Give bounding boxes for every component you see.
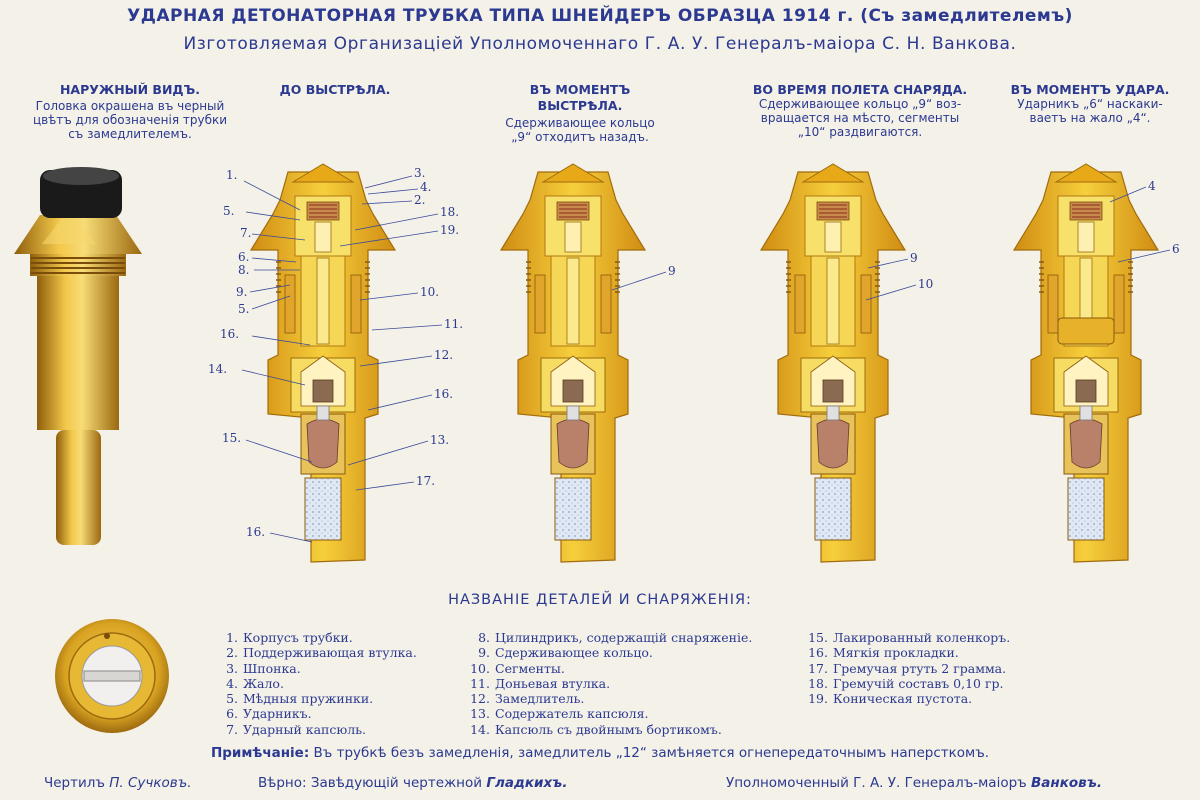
list-item: 7. Ударный капсюль. bbox=[226, 721, 366, 737]
list-item: 1. Корпусъ трубки. bbox=[226, 630, 353, 645]
callout-label: 7. bbox=[240, 226, 252, 240]
list-item: 13. Содержатель капсюля. bbox=[470, 706, 649, 722]
page-title: УДАРНАЯ ДЕТОНАТОРНАЯ ТРУБКА ТИПА ШНЕЙДЕРЪ ОБРАЗЦА 1914 г. (Съ замедлителемъ) bbox=[127, 6, 1073, 26]
exterior-fuze bbox=[14, 167, 142, 545]
callout-label: 9 bbox=[910, 251, 918, 265]
callout-label: 9 bbox=[668, 264, 676, 278]
callout-label: 2. bbox=[414, 193, 426, 207]
callout-label: 13. bbox=[430, 433, 450, 447]
callout-label: 15. bbox=[222, 431, 242, 445]
view-caption-exterior: Головка окрашена въ черный цвѣтъ для обозначенiя трубки съ замедлителемъ. bbox=[32, 99, 228, 141]
list-item: 3. Шпонка. bbox=[226, 660, 301, 676]
cross-section-before-shot bbox=[251, 164, 395, 562]
callout-label: 8. bbox=[238, 263, 250, 277]
callout-label: 18. bbox=[440, 205, 460, 219]
callout-label: 11. bbox=[444, 317, 464, 331]
list-item: 8. Цилиндрикъ, содержащiй снаряженiе. bbox=[478, 630, 753, 645]
callout-label: 12. bbox=[434, 348, 454, 362]
view-heading-impact: ВЪ МОМЕНТЪ УДАРА. bbox=[1010, 82, 1170, 97]
parts-list-column-1 bbox=[218, 630, 417, 737]
list-item: 15. Лакированный коленкоръ. bbox=[808, 630, 1011, 645]
list-item: 14. Капсюль съ двойнымъ бортикомъ. bbox=[470, 721, 722, 737]
callout-label: 10 bbox=[918, 277, 934, 291]
footer-authorized: Уполномоченный Г. А. У. Генералъ-маiоръ Ванковъ. bbox=[726, 775, 1102, 791]
parts-list-column-2 bbox=[470, 630, 752, 737]
callout-label: 3. bbox=[414, 166, 426, 180]
callout-label: 10. bbox=[420, 285, 440, 299]
footnote-text: Въ трубкѣ безъ замедленiя, замедлитель „12“ замѣняется огнепередаточнымъ наперсткомъ. bbox=[313, 745, 990, 761]
view-caption-flight: Сдерживающее кольцо „9“ воз- вращается на мѣсто, сегменты „10“ раздвигаются. bbox=[758, 97, 962, 139]
list-item: 9. Сдерживающее кольцо. bbox=[478, 645, 653, 661]
list-item: 6. Ударникъ. bbox=[226, 706, 312, 722]
callout-label: 1. bbox=[226, 168, 238, 182]
cross-section-moment-of-shot bbox=[501, 164, 645, 562]
cross-section-flight bbox=[761, 164, 905, 562]
cross-section-impact bbox=[1014, 164, 1158, 562]
list-item: 12. Замедлитель. bbox=[470, 691, 585, 707]
list-item: 19. Коническая пустота. bbox=[808, 691, 973, 707]
list-item: 10. Сегменты. bbox=[470, 660, 565, 676]
list-item: 17. Гремучая ртуть 2 грамма. bbox=[808, 660, 1007, 676]
footer-verified: Вѣрно: Завѣдующiй чертежной Гладкихъ. bbox=[258, 775, 568, 791]
callout-label: 6 bbox=[1172, 242, 1180, 256]
view-heading-exterior: НАРУЖНЫЙ ВИДЪ. bbox=[59, 82, 201, 97]
callout-label: 5. bbox=[223, 204, 235, 218]
list-item: 2. Поддерживающая втулка. bbox=[226, 645, 417, 661]
footnote bbox=[0, 745, 1200, 761]
parts-list-column-3 bbox=[808, 630, 1010, 706]
footnote-label: Примѣчанiе: bbox=[210, 745, 310, 761]
view-heading-moment-of-shot: ВЪ МОМЕНТЪ ВЫСТРѢЛА. bbox=[529, 82, 631, 113]
callout-label: 14. bbox=[208, 362, 228, 376]
callout-label: 9. bbox=[236, 285, 248, 299]
callout-label: 16. bbox=[246, 525, 266, 539]
callout-label: 4 bbox=[1148, 179, 1156, 193]
parts-list-title: НАЗВАНIЕ ДЕТАЛЕЙ И СНАРЯЖЕНIЯ: bbox=[448, 592, 752, 608]
callout-label: 4. bbox=[420, 180, 432, 194]
view-heading-flight: ВО ВРЕМЯ ПОЛЕТА СНАРЯДА. bbox=[752, 82, 968, 97]
list-item: 4. Жало. bbox=[226, 675, 284, 691]
callout-label: 5. bbox=[238, 302, 250, 316]
callout-label: 6. bbox=[238, 250, 250, 264]
list-item: 11. Доньевая втулка. bbox=[470, 675, 611, 691]
page-subtitle: Изготовляемая Организацiей Уполномоченнаго Г. А. У. Генералъ-маiора С. Н. Ванкова. bbox=[183, 34, 1017, 54]
callout-label: 17. bbox=[416, 474, 436, 488]
callout-label: 19. bbox=[440, 223, 460, 237]
view-heading-before-shot: ДО ВЫСТРѢЛА. bbox=[279, 82, 391, 97]
list-item: 18. Гремучiй составъ 0,10 гр. bbox=[808, 675, 1004, 691]
callout-label: 16. bbox=[220, 327, 240, 341]
fuze-top-view bbox=[55, 619, 169, 733]
list-item: 16. Мягкiя прокладки. bbox=[808, 645, 959, 661]
callout-label: 16. bbox=[434, 387, 454, 401]
footer-drew: Чертилъ П. Сучковъ. bbox=[44, 775, 192, 791]
view-caption-moment-of-shot: Сдерживающее кольцо „9“ отходитъ назадъ. bbox=[505, 116, 655, 144]
list-item: 5. Мѣдныя пружинки. bbox=[226, 691, 374, 707]
view-caption-impact: Ударникъ „6“ наскаки- ваетъ на жало „4“. bbox=[1017, 97, 1163, 125]
